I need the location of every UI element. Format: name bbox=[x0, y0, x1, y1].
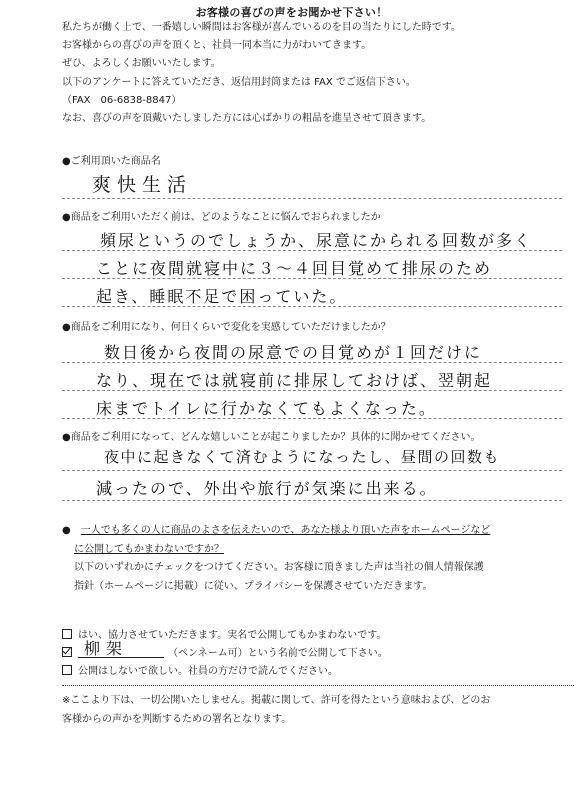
option-label: はい、協力させていただきます。実名で公開してもかまわないです。 bbox=[78, 630, 387, 641]
footer-line: ※ここより下は、一切公開いたしません。掲載に関して、許可を得たという意味および、どのお bbox=[62, 695, 491, 706]
footer-line: 客様からの声かを判断するための署名となります。 bbox=[62, 713, 292, 725]
answer-rule bbox=[62, 470, 562, 471]
consent-question-cont bbox=[62, 541, 572, 560]
option-label: （ペンネーム可）という名前で公開して下さい。 bbox=[168, 648, 388, 659]
form-title: お客様の喜びの声をお聞かせ下さい！ bbox=[195, 6, 388, 19]
pen-name-field[interactable] bbox=[78, 639, 164, 658]
pen-name-value: 柳架 bbox=[84, 639, 129, 658]
fax-number: （FAX 06-6838-8847） bbox=[62, 94, 182, 106]
answer-line: 起き、睡眠不足で困っていた。 bbox=[96, 287, 348, 306]
option-no-publish[interactable] bbox=[62, 662, 338, 677]
consent-question-line: に公開してもかまわないですか？ bbox=[74, 543, 224, 555]
answer-line: なり、現在では就寝前に排尿しておけば、翌朝起 bbox=[96, 371, 493, 390]
answer-rule bbox=[62, 500, 562, 501]
question-product-name: ●ご利用頂いた商品名 bbox=[62, 156, 161, 167]
answer-rule bbox=[62, 198, 562, 199]
answer-line: 頻尿というのでしょうか、尿意にかられる回数が多く bbox=[100, 231, 533, 250]
intro-line: ぜひ、よろしくお願いいたします。 bbox=[62, 58, 221, 70]
answer-line: 減ったので、外出や旅行が気楽に出来る。 bbox=[96, 479, 438, 498]
intro-line: お客様からの喜びの声を頂くと、社員一同本当に力がわいてきます。 bbox=[62, 40, 372, 52]
intro-line: 私たちが働く上で、一番嬉しい瞬間はお客様が喜んでいるのを目の当たりにした時です。 bbox=[62, 22, 461, 33]
consent-question-line: 一人でも多くの人に商品のよさを伝えたいので、あなた様より頂いた声をホームページなど bbox=[80, 525, 491, 536]
answer-product-name: 爽快生活 bbox=[92, 174, 193, 196]
answer-line: ことに夜間就寝中に３～４回目覚めて排尿のため bbox=[96, 259, 493, 278]
checkbox-pen-name[interactable] bbox=[62, 647, 72, 657]
footer-note bbox=[62, 692, 582, 729]
answer-rule bbox=[62, 362, 562, 363]
answer-rule bbox=[62, 306, 562, 307]
intro-text bbox=[62, 19, 461, 128]
consent-note-line: 以下のいずれかにチェックをつけてください。お客様に頂きました声は当社の個人情報保護 bbox=[74, 562, 484, 573]
answer-rule bbox=[62, 250, 562, 251]
consent-note-line: 指針（ホームページに掲載）に従い、プライバシーを保護させていただきます。 bbox=[74, 580, 433, 592]
question-before-use: ●商品をご利用いただく前は、どのようなことに悩んでおられましたか bbox=[62, 212, 381, 223]
question-happy-events: ●商品をご利用になって、どんな嬉しいことが起こりましたか？具体的に聞かせてください。 bbox=[62, 432, 481, 443]
answer-line: 床までトイレに行かなくてもよくなった。 bbox=[96, 399, 437, 418]
intro-line: なお、喜びの声を頂戴いたしました方には心ばかりの粗品を進呈させて頂きます。 bbox=[62, 113, 432, 125]
consent-question bbox=[62, 522, 572, 541]
checkbox-real-name[interactable] bbox=[62, 629, 72, 639]
answer-rule bbox=[62, 418, 562, 419]
consent-bullet: ● bbox=[62, 525, 71, 536]
question-change-period: ●商品をご利用になり、何日くらいで変化を実感していただけましたか？ bbox=[62, 322, 391, 333]
answer-rule bbox=[62, 278, 562, 279]
intro-line: 以下のアンケートに答えていただき、返信用封筒または FAX でご返信下さい。 bbox=[62, 76, 416, 88]
section-divider bbox=[62, 685, 574, 686]
answer-rule bbox=[62, 390, 562, 391]
answer-line: 数日後から夜間の尿意での目覚めが１回だけに bbox=[104, 343, 483, 362]
consent-section bbox=[62, 522, 572, 596]
option-label: 公開はしないで欲しい。社員の方だけで読んでください。 bbox=[78, 666, 338, 677]
checkbox-no-publish[interactable] bbox=[62, 665, 72, 675]
option-pen-name[interactable] bbox=[62, 639, 388, 659]
answer-line: 夜中に起きなくて済むようになったし、昼間の回数も bbox=[104, 448, 501, 466]
